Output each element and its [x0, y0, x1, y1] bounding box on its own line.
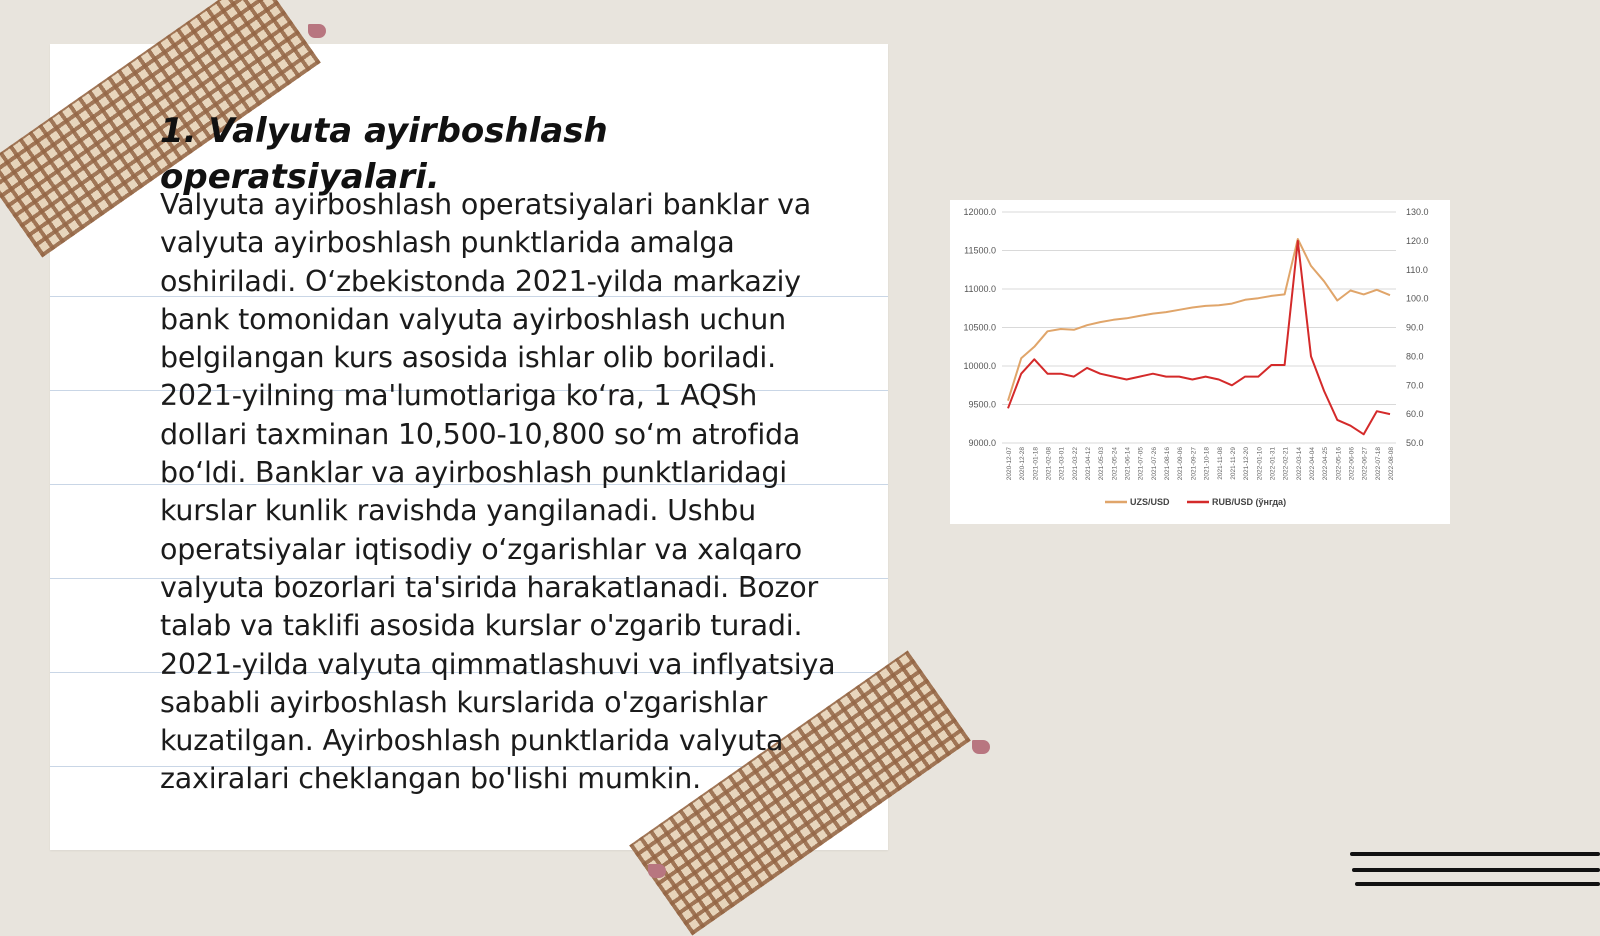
uzs-usd-series-line: [1008, 239, 1390, 401]
x-axis-tick-label: 2022-07-18: [1374, 447, 1382, 481]
x-axis-tick-label: 2021-07-26: [1150, 447, 1158, 481]
left-axis-tick-label: 12000.0: [963, 207, 996, 217]
x-axis-tick-label: 2022-04-25: [1322, 447, 1330, 481]
right-axis-tick-label: 80.0: [1406, 351, 1424, 362]
left-axis-tick-label: 9500.0: [968, 399, 996, 410]
left-axis-tick-label: 10000.0: [963, 361, 996, 371]
x-axis-tick-label: 2021-05-24: [1111, 447, 1119, 481]
right-axis-tick-label: 60.0: [1406, 409, 1424, 420]
decorative-brush-stroke: [1352, 868, 1600, 872]
tape-corner-decoration: [972, 740, 990, 754]
tape-corner-decoration: [648, 864, 666, 878]
left-axis-tick-label: 11000.0: [964, 284, 996, 294]
x-axis-tick-label: 2021-03-01: [1058, 447, 1066, 481]
x-axis-tick-label: 2021-06-14: [1124, 447, 1132, 481]
left-axis-tick-label: 11500.0: [964, 245, 996, 256]
x-axis-tick-label: 2021-07-05: [1137, 447, 1145, 481]
x-axis-tick-label: 2022-03-14: [1295, 447, 1303, 481]
x-axis-tick-label: 2022-04-04: [1308, 447, 1316, 481]
x-axis-tick-label: 2021-11-29: [1229, 447, 1237, 480]
exchange-rate-chart: [950, 200, 1450, 524]
rub-usd-series-line: [1008, 241, 1390, 434]
x-axis-tick-label: 2021-03-22: [1071, 447, 1079, 481]
x-axis-tick-label: 2022-05-16: [1335, 447, 1343, 481]
x-axis-tick-label: 2021-08-16: [1164, 447, 1172, 481]
x-axis-tick-label: 2021-02-08: [1045, 447, 1053, 481]
x-axis-tick-label: 2021-01-18: [1032, 447, 1040, 481]
x-axis-tick-label: 2021-12-20: [1243, 447, 1251, 481]
right-axis-tick-label: 130.0: [1406, 207, 1429, 217]
x-axis-tick-label: 2022-01-31: [1269, 447, 1277, 481]
right-axis-tick-label: 90.0: [1406, 322, 1424, 333]
x-axis-tick-label: 2022-06-27: [1361, 447, 1369, 481]
x-axis-tick-label: 2020-12-28: [1019, 447, 1027, 481]
x-axis-tick-label: 2022-08-08: [1388, 447, 1395, 481]
right-axis-tick-label: 70.0: [1406, 380, 1424, 391]
right-axis-tick-label: 120.0: [1406, 235, 1429, 246]
right-axis-tick-label: 50.0: [1406, 438, 1424, 448]
x-axis-tick-label: 2021-05-03: [1098, 447, 1106, 481]
tape-corner-decoration: [308, 24, 326, 38]
chart-svg: [950, 200, 1450, 524]
x-axis-tick-label: 2021-09-27: [1190, 447, 1198, 481]
right-axis-tick-label: 110.0: [1406, 264, 1428, 275]
left-axis-tick-label: 9000.0: [968, 438, 996, 448]
x-axis-tick-label: 2022-02-21: [1282, 447, 1290, 481]
decorative-brush-stroke: [1350, 852, 1600, 856]
right-axis-tick-label: 100.0: [1406, 293, 1429, 304]
left-axis-tick-label: 10500.0: [963, 322, 996, 333]
x-axis-tick-label: 2021-10-18: [1203, 447, 1211, 481]
legend-label: UZS/USD: [1130, 497, 1170, 507]
slide-title: 1. Valyuta ayirboshlash operatsiyalari.: [160, 111, 608, 197]
x-axis-tick-label: 2022-01-10: [1256, 447, 1264, 481]
decorative-brush-stroke: [1355, 882, 1600, 886]
x-axis-tick-label: 2021-09-06: [1177, 447, 1185, 481]
x-axis-tick-label: 2021-11-08: [1216, 447, 1224, 480]
slide-body-text: Valyuta ayirboshlash operatsiyalari banklar va valyuta ayirboshlash punktlarida amalga oshiriladi. O‘zbekistonda 2021-yilda markaziy bank tomonidan valyuta ayirboshlash uchun belgilangan kurs asosida ishlar olib boriladi. 2021-yilning ma'lumotlariga ko‘ra, 1 AQSh dollari taxminan 10,500-10,800 so‘m atrofida bo‘ldi. Banklar va ayirboshlash punktlaridagi kurslar kunlik ravishda yangilanadi. Ushbu operatsiyalar iqtisodiy o‘zgarishlar va xalqaro valyuta bozorlari ta'sirida harakatlanadi. Bozor talab va taklifi asosida kurslar o'zgarib turadi. 2021-yilda valyuta qimmatlashuvi va inflyatsiya sababli ayirboshlash kurslarida o'zgarishlar kuzatilgan. Ayirboshlash punktlarida valyuta zaxiralari cheklangan bo'lishi mumkin.: [160, 188, 836, 796]
legend-label: RUB/USD (ўнгда): [1212, 497, 1287, 507]
x-axis-tick-label: 2021-04-12: [1085, 447, 1093, 481]
x-axis-tick-label: 2020-12-07: [1006, 447, 1013, 481]
x-axis-tick-label: 2022-06-06: [1348, 447, 1356, 481]
